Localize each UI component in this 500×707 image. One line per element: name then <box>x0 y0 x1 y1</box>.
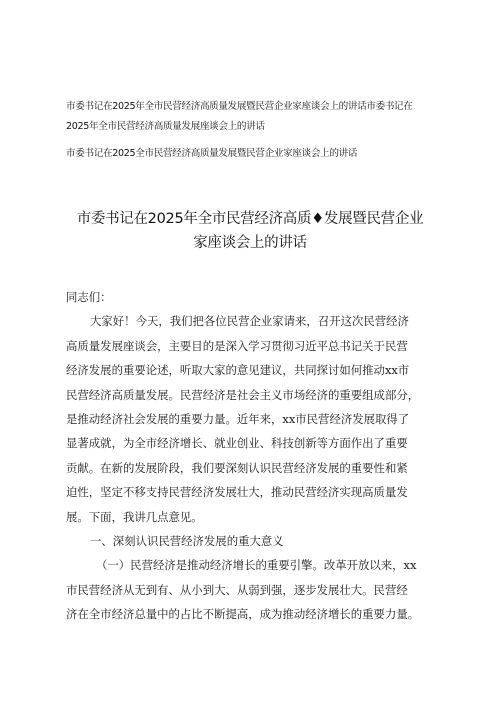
body-line: 大家好！今天，我们把各位民营企业家请来，召开这次民营经济 <box>90 314 409 329</box>
main-title <box>40 207 460 255</box>
body-line: 高质量发展座谈会，主要目的是深入学习贯彻习近平总书记关于民营 <box>66 338 408 353</box>
salutation: 同志们： <box>66 290 112 304</box>
combined-title-line-1: 市委书记在2025年全市民营经济高质量发展暨民营企业家座谈会上的讲话市委书记在 <box>66 101 413 112</box>
body-line: 市民营经济从无到有、从小到大、从弱到强，逐步发展壮大。民营经 <box>66 582 408 597</box>
body-line: 是推动经济社会发展的重要力量。近年来，xx市民营经济发展取得了 <box>66 411 410 426</box>
body-line: 济在全市经济总量中的占比不断提高，成为推动经济增长的重要力量。 <box>66 607 420 622</box>
body-line: 展。下面，我讲几点意见。 <box>66 509 203 524</box>
combined-title-line-2: 2025年全市民营经济高质量发展座谈会上的讲话 <box>66 121 265 132</box>
short-title: 市委书记在2025全市民营经济高质量发展暨民营企业家座谈会上的讲话 <box>66 148 358 159</box>
body-line: 民营经济高质量发展。民营经济是社会主义市场经济的重要组成部分， <box>66 387 420 402</box>
body-line: 迫性，坚定不移支持民营经济发展壮大，推动民营经济实现高质量发 <box>66 485 408 500</box>
main-title-line-1: 市委书记在2025年全市民营经济高质♦发展暨民营企业 <box>76 211 424 227</box>
main-title-line-2: 家座谈会上的讲话 <box>193 235 307 251</box>
speech-body <box>66 285 444 626</box>
subsection-line: （一）民营经济是推动经济增长的重要引擎。改革开放以来，xx <box>96 558 417 573</box>
body-line: 显著成就，为全市经济增长、就业创业、科技创新等方面作出了重要 <box>66 436 408 451</box>
body-line: 经济发展的重要论述，听取大家的意见建议，共同探讨如何推动xx市 <box>66 363 410 378</box>
combined-title <box>66 97 446 137</box>
body-line: 贡献。在新的发展阶段，我们要深刻认识民营经济发展的重要性和紧 <box>66 460 408 475</box>
section-heading: 一、深刻认识民营经济发展的重大意义 <box>90 533 284 548</box>
